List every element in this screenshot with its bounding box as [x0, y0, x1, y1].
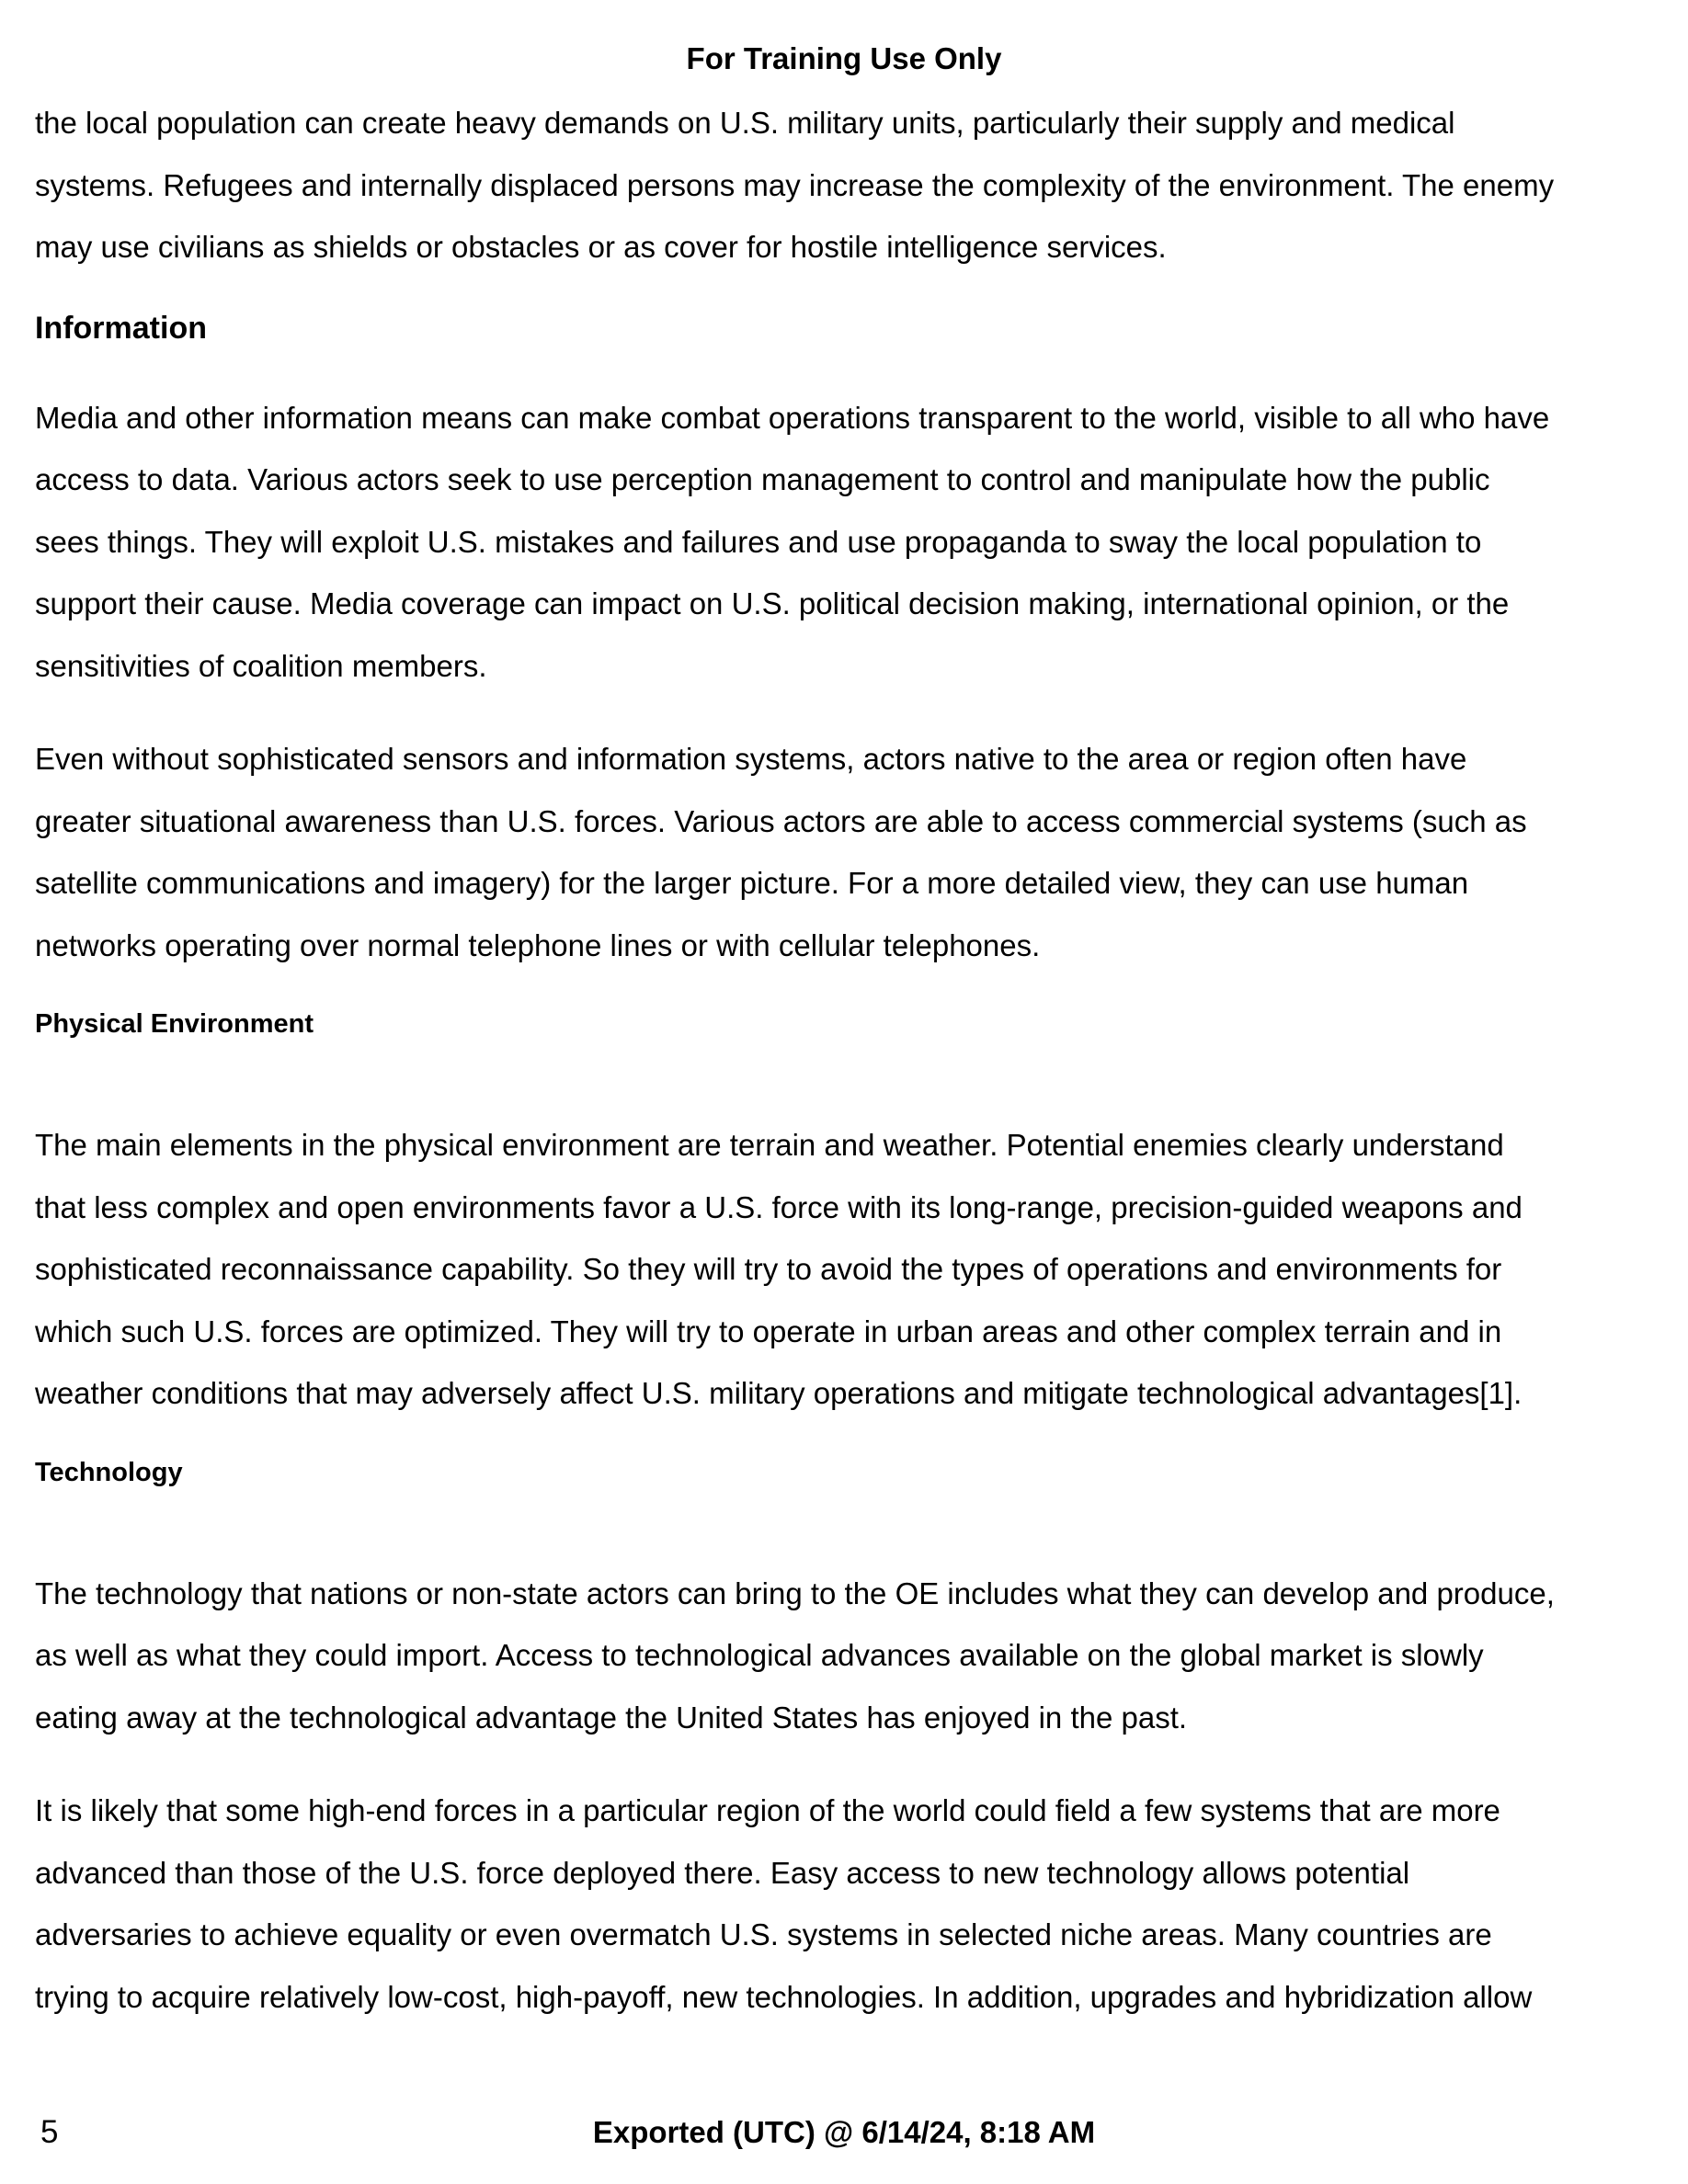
heading-technology: Technology [35, 1457, 183, 1487]
paragraph-high-end-forces: It is likely that some high-end forces in a particular region of the world could field a few systems that are more advanced than those of the U.S. force deployed there. Easy access to new technology allows potential adversaries to achieve equality or even overmatch U.S. systems in selected niche areas. Many countries are trying to acquire relatively low-cost, high-payoff, new technologies. In addition, upgrades and hybridization allow [35, 1793, 1533, 2014]
heading-physical-environment: Physical Environment [35, 1009, 314, 1039]
paragraph-media: Media and other information means can make combat operations transparent to the world, visible to all who have access to data. Various actors seek to use perception management to control and manipulate how the public sees things. They will exploit U.S. mistakes and failures and use propaganda to sway the local population to support their cause. Media coverage can impact on U.S. political decision making, international opinion, or the sensitivities of coalition members. [35, 400, 1550, 683]
page-number: 5 [40, 2114, 59, 2150]
heading-information: Information [35, 310, 207, 346]
export-timestamp: Exported (UTC) @ 6/14/24, 8:18 AM [592, 2115, 1096, 2149]
page-header-title: For Training Use Only [686, 41, 1002, 75]
paragraph-technology: The technology that nations or non-state actors can bring to the OE includes what they can develop and produce, as well as what they could import. Access to technological advances available on the global market is slowly eating away at the technological advantage the United States has enjoyed in the past. [35, 1575, 1555, 1735]
paragraph-local-population: the local population can create heavy demands on U.S. military units, particularly their supply and medical systems. Refugees and internally displaced persons may increase the complexity of the environment. The enemy may use civilians as shields or obstacles or as cover for hostile intelligence services. [35, 106, 1555, 264]
paragraph-physical-environment: The main elements in the physical environment are terrain and weather. Potential enemies clearly understand that less complex and open environments favor a U.S. force with its long-range, precision-guided weapons and sophisticated reconnaissance capability. So they will try to avoid the types of operations and environments for which such U.S. forces are optimized. They will try to operate in urban areas and other complex terrain and in weather conditions that may adversely affect U.S. military operations and mitigate technological advantages[1]. [35, 1128, 1523, 1410]
paragraph-situational-awareness: Even without sophisticated sensors and information systems, actors native to the area or region often have greater situational awareness than U.S. forces. Various actors are able to access commercial systems (such as satellite communications and imagery) for the larger picture. For a more detailed view, they can use human networks operating over normal telephone lines or with cellular telephones. [35, 742, 1527, 962]
document-body [35, 92, 1662, 2059]
